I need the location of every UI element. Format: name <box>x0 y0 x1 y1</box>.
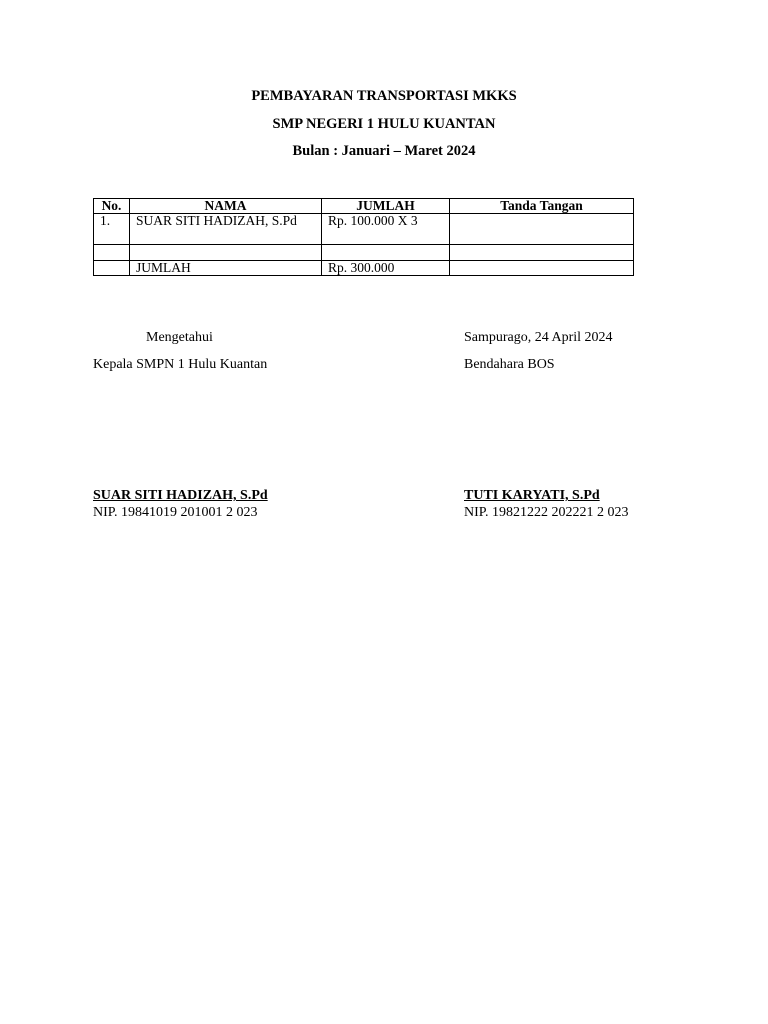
left-signer-nip: NIP. 19841019 201001 2 023 <box>93 505 258 520</box>
right-signer-name: TUTI KARYATI, S.Pd <box>464 488 600 503</box>
payment-table <box>93 198 634 276</box>
place-date: Sampurago, 24 April 2024 <box>464 330 613 345</box>
table-row <box>94 245 634 261</box>
school-name: SMP NEGERI 1 HULU KUANTAN <box>272 116 496 132</box>
cell-no: 1. <box>94 214 130 245</box>
cell-nama: SUAR SITI HADIZAH, S.Pd <box>130 214 322 245</box>
column-header-tanda-tangan: Tanda Tangan <box>450 199 634 214</box>
period-line: Bulan : Januari – Maret 2024 <box>292 143 476 159</box>
table-header-row <box>94 199 634 214</box>
cell-empty <box>94 261 130 276</box>
cell-empty <box>450 261 634 276</box>
acknowledge-label: Mengetahui <box>146 330 213 345</box>
column-header-jumlah: JUMLAH <box>322 199 450 214</box>
right-signer-nip: NIP. 19821222 202221 2 023 <box>464 505 629 520</box>
cell-tanda-tangan <box>450 245 634 261</box>
right-signer-position: Bendahara BOS <box>464 357 555 372</box>
cell-jumlah: Rp. 100.000 X 3 <box>322 214 450 245</box>
table-total-row <box>94 261 634 276</box>
total-value: Rp. 300.000 <box>322 261 450 276</box>
left-signer-position: Kepala SMPN 1 Hulu Kuantan <box>93 357 268 372</box>
cell-no <box>94 245 130 261</box>
document-title: PEMBAYARAN TRANSPORTASI MKKS <box>251 88 517 104</box>
total-label: JUMLAH <box>130 261 322 276</box>
column-header-nama: NAMA <box>130 199 322 214</box>
cell-tanda-tangan <box>450 214 634 245</box>
table-row <box>94 214 634 245</box>
left-signer-name: SUAR SITI HADIZAH, S.Pd <box>93 488 268 503</box>
column-header-no: No. <box>94 199 130 214</box>
cell-nama <box>130 245 322 261</box>
cell-jumlah <box>322 245 450 261</box>
